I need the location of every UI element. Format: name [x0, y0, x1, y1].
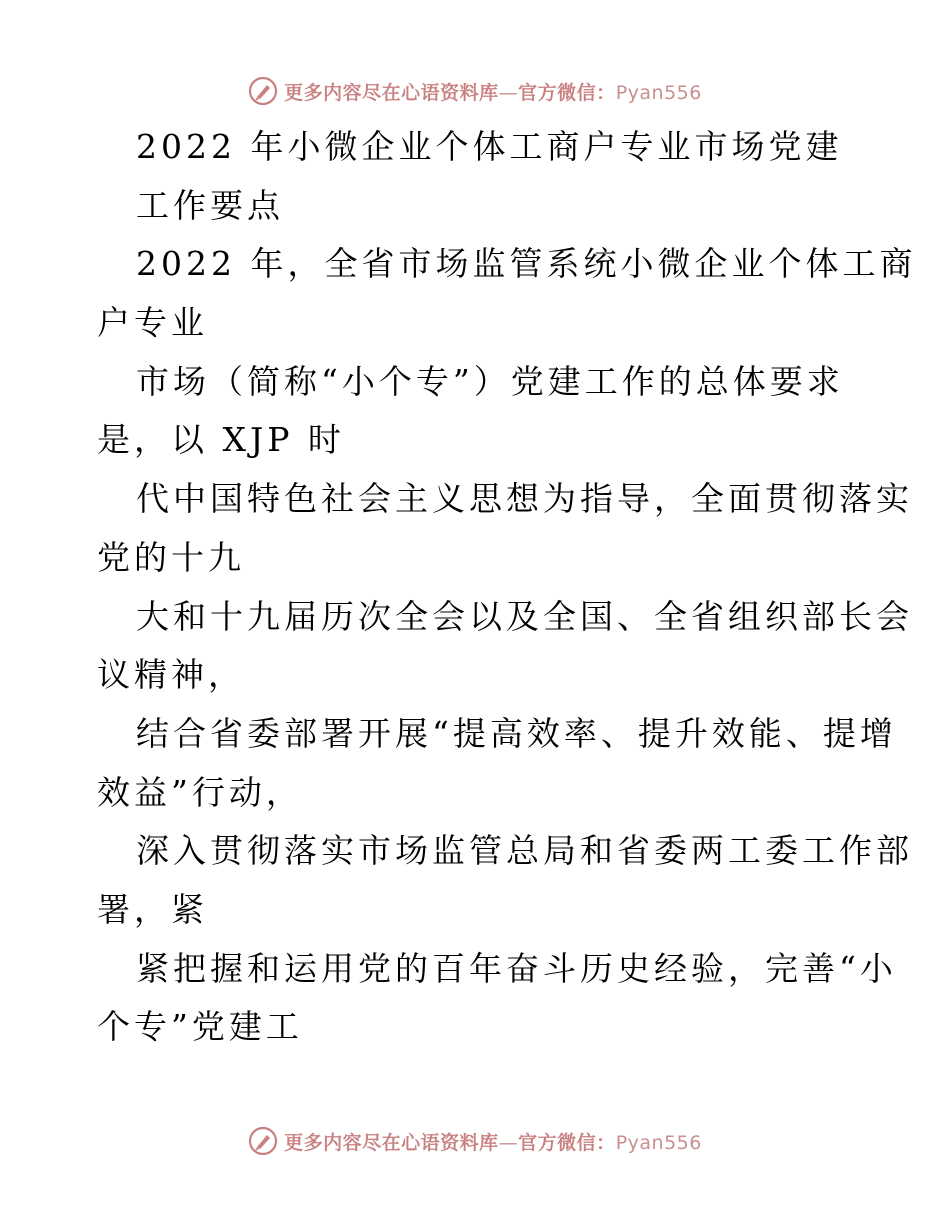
text-line: 市场（简称“小个专”）党建工作的总体要求 [136, 361, 844, 401]
footer-watermark [0, 1123, 950, 1159]
watermark-contact-id: Pyan556 [615, 1131, 702, 1154]
watermark-contact-id: Pyan556 [615, 81, 702, 104]
header-watermark [0, 73, 950, 109]
text-line: 代中国特色社会主义思想为指导，全面贯彻落实 [136, 479, 913, 519]
watermark-brand: 更多内容尽在心语资料库 [284, 1131, 499, 1154]
watermark-brand: 更多内容尽在心语资料库 [284, 81, 499, 104]
pen-nib-logo-icon [248, 76, 278, 106]
watermark-separator: — [498, 1131, 519, 1154]
watermark-contact-label: 官方微信： [518, 81, 616, 104]
watermark-contact-label: 官方微信： [518, 1131, 616, 1154]
text-line: 是，以 XJP 时 [97, 420, 345, 460]
text-line: 大和十九届历次全会以及全国、全省组织部长会 [136, 596, 913, 636]
text-line: 党的十九 [97, 537, 245, 577]
pen-nib-logo-icon [248, 1126, 278, 1156]
text-line: 工作要点 [136, 185, 284, 225]
text-line: 2022 年小微企业个体工商户专业市场党建 [136, 127, 843, 166]
text-line: 紧把握和运用党的百年奋斗历史经验，完善“小 [136, 948, 897, 988]
document-body [97, 118, 917, 1057]
text-line: 结合省委部署开展“提高效率、提升效能、提增 [136, 713, 897, 753]
text-line: 个专”党建工 [97, 1007, 303, 1047]
text-line: 效益”行动， [97, 772, 303, 812]
text-line: 2022 年，全省市场监管系统小微企业个体工商 [136, 244, 917, 284]
text-line: 署，紧 [97, 889, 208, 929]
text-line: 深入贯彻落实市场监管总局和省委两工委工作部 [136, 831, 913, 871]
watermark-text [284, 1128, 702, 1155]
text-line: 户专业 [97, 303, 208, 343]
watermark-text [284, 78, 702, 105]
text-line: 议精神， [97, 655, 245, 695]
watermark-separator: — [498, 81, 519, 104]
